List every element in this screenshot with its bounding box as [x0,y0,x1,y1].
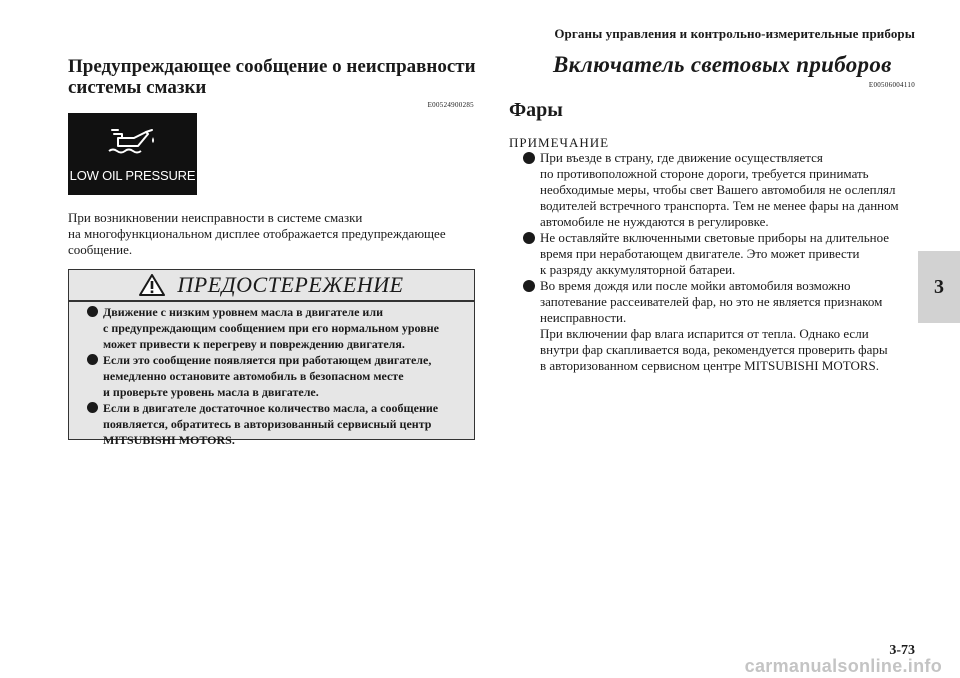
text-line: запотевание рассеивателей фар, но это не является признаком [540,294,883,309]
section-title-light-switch: Включатель световых приборов [553,52,892,77]
caution-box [68,269,475,447]
bullet-icon [87,306,98,317]
text-line: неисправности. [540,310,627,325]
section-title-oil-warning [68,56,478,98]
paragraph-line: сообщение. [68,242,133,257]
paragraph-line: При возникновении неисправности в системе смазки [68,210,363,225]
text-line: Движение с низким уровнем масла в двигателе или [103,305,383,319]
text-line: может привести к перегреву и повреждению двигателя. [103,337,405,351]
running-header: Органы управления и контрольно-измерительные приборы [554,26,915,41]
caution-item [81,304,462,352]
caution-header [69,270,474,302]
section-title-line: системы смазки [68,77,207,98]
text-line: с предупреждающим сообщением при его нормальном уровне [103,321,439,335]
bullet-icon [523,280,535,292]
text-line: Если в двигателе достаточное количество масла, а сообщение [103,401,439,415]
note-list [523,150,923,374]
text-line: необходимые меры, чтобы свет Вашего автомобиля не ослеплял [540,182,896,197]
section-title-line: Предупреждающее сообщение о неисправности [68,56,476,77]
text-line: автомобиле не нуждаются в регулировке. [540,214,769,229]
page-number: 3-73 [889,643,915,658]
note-item [523,230,923,278]
oil-can-icon [108,124,158,156]
text-line: При въезде в страну, где движение осуществляется [540,150,823,165]
section-code: E00524900285 [427,101,474,109]
bullet-icon [87,354,98,365]
warning-triangle-icon [139,274,165,296]
text-line: Во время дождя или после мойки автомобиля возможно [540,278,851,293]
note-label: ПРИМЕЧАНИЕ [509,135,610,150]
note-item [523,278,923,374]
text-line: по противоположной стороне дороги, требуется принимать [540,166,869,181]
bullet-icon [523,152,535,164]
section-code: E00506004110 [868,81,915,89]
caution-title: ПРЕДОСТЕРЕЖЕНИЕ [177,272,404,297]
text-line: появляется, обратитесь в авторизованный сервисный центр [103,417,432,431]
text-line: MITSUBISHI MOTORS. [103,433,235,447]
subsection-title-headlights: Фары [509,99,563,121]
text-line: и проверьте уровень масла в двигателе. [103,385,319,399]
low-oil-pressure-display [68,113,197,195]
text-line: внутри фар скапливается вода, рекомендуется проверить фары [540,342,888,357]
text-line: к разряду аккумуляторной батареи. [540,262,736,277]
caution-item [81,400,462,448]
text-line: время при неработающем двигателе. Это может привести [540,246,860,261]
text-line: При включении фар влага испарится от тепла. Однако если [540,326,869,341]
text-line: Если это сообщение появляется при работающем двигателе, [103,353,432,367]
watermark: carmanualsonline.info [744,656,942,676]
text-line: Не оставляйте включенными световые приборы на длительное [540,230,890,245]
display-message: LOW OIL PRESSURE [69,168,196,183]
oil-warning-description [68,210,478,258]
text-line: немедленно остановите автомобиль в безопасном месте [103,369,404,383]
caution-list [81,304,462,448]
text-line: водителей встречного транспорта. Тем не менее фары на данном [540,198,899,213]
note-item [523,150,923,230]
bullet-icon [523,232,535,244]
caution-item [81,352,462,400]
paragraph-line: на многофункциональном дисплее отображается предупреждающее [68,226,446,241]
bullet-icon [87,402,98,413]
text-line: в авторизованном сервисном центре MITSUBISHI MOTORS. [540,358,880,373]
chapter-tab: 3 [918,251,960,323]
